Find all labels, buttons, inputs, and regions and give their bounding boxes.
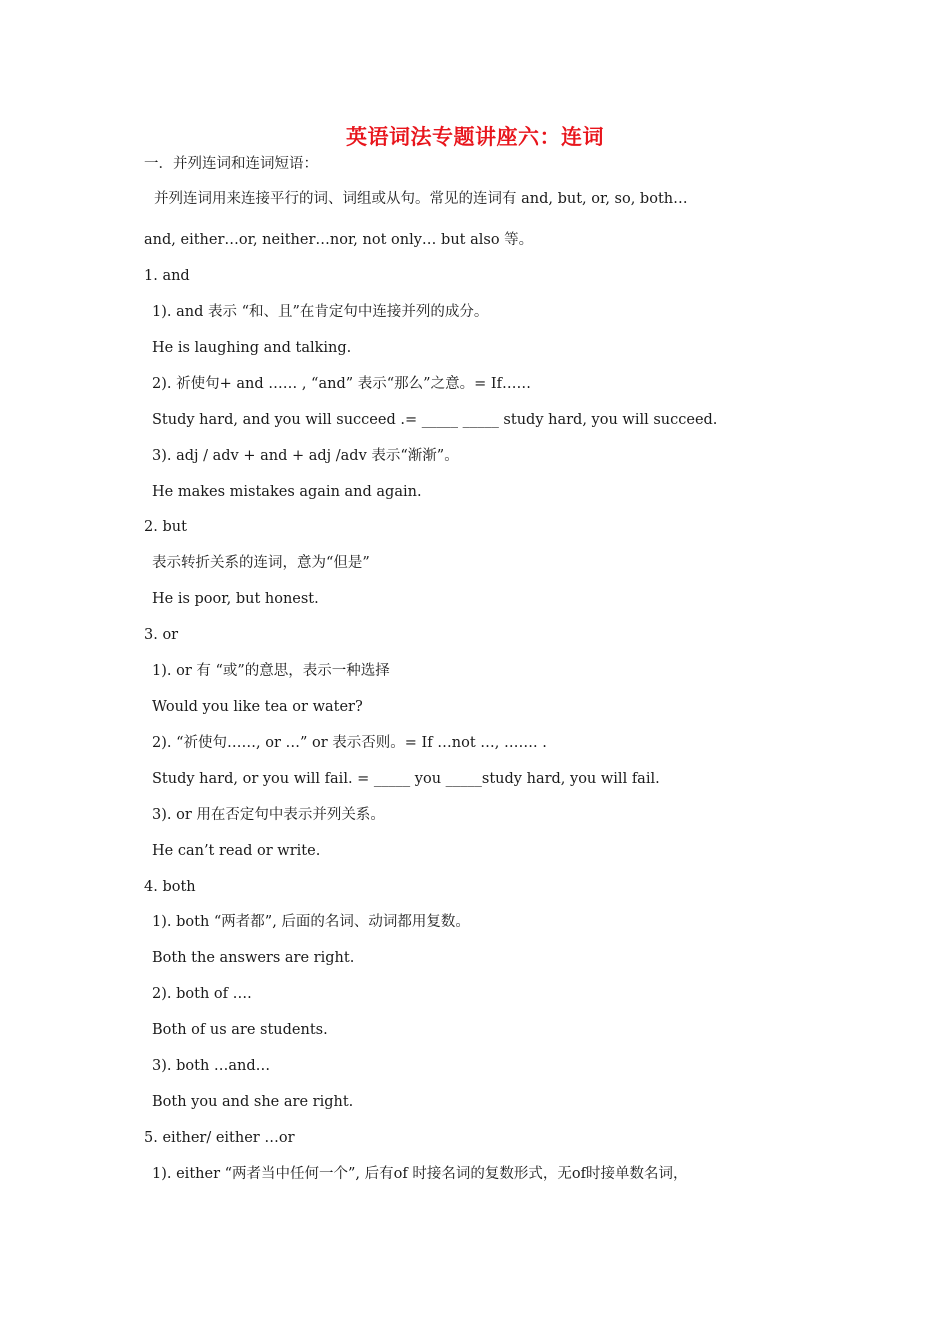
example-sentence: He makes mistakes again and again. bbox=[152, 484, 422, 500]
example-sentence: He is poor, but honest. bbox=[152, 591, 319, 607]
example-sentence: Both the answers are right. bbox=[152, 950, 355, 966]
rule-text: 3). adj / adv + and + adj /adv 表示“渐渐”。 bbox=[152, 448, 459, 464]
example-sentence: Study hard, or you will fail. = _____ you _____study hard, you will fail. bbox=[152, 771, 660, 787]
section-heading: 一．并列连词和连词短语： bbox=[144, 156, 318, 172]
rule-text: 2). “祈使句……, or …” or 表示否则。= If …not …, ……. . bbox=[152, 735, 547, 751]
example-sentence: He can’t read or write. bbox=[152, 843, 321, 859]
rule-text: 2). 祈使句+ and …… , “and” 表示“那么”之意。= If…… bbox=[152, 376, 531, 392]
rule-text: 3). both …and… bbox=[152, 1058, 271, 1074]
example-sentence: Both of us are students. bbox=[152, 1022, 328, 1038]
subsection-heading: 2. but bbox=[144, 519, 187, 535]
subsection-heading: 1. and bbox=[144, 268, 190, 284]
subsection-heading: 4. both bbox=[144, 879, 196, 895]
rule-text: 表示转折关系的连词，意为“但是” bbox=[152, 555, 370, 571]
rule-text: 1). both “两者都”, 后面的名词、动词都用复数。 bbox=[152, 914, 470, 930]
rule-text: 3). or 用在否定句中表示并列关系。 bbox=[152, 807, 385, 823]
rule-text: 1). and 表示 “和、且”在肯定句中连接并列的成分。 bbox=[152, 304, 489, 320]
rule-text: 1). either “两者当中任何一个”, 后有of 时接名词的复数形式，无of时接单数名词， bbox=[152, 1166, 688, 1182]
example-sentence: He is laughing and talking. bbox=[152, 340, 352, 356]
body-text: 并列连词用来连接平行的词、词组或从句。常见的连词有 and, but, or, so, both… bbox=[154, 191, 688, 207]
example-sentence: Both you and she are right. bbox=[152, 1094, 354, 1110]
page-title: 英语词法专题讲座六：连词 bbox=[346, 124, 604, 149]
rule-text: 1). or 有 “或”的意思，表示一种选择 bbox=[152, 663, 390, 679]
body-text: and, either…or, neither…nor, not only… but also 等。 bbox=[144, 232, 534, 248]
rule-text: 2). both of …. bbox=[152, 986, 252, 1002]
example-sentence: Would you like tea or water? bbox=[152, 699, 363, 715]
subsection-heading: 5. either/ either …or bbox=[144, 1130, 295, 1146]
subsection-heading: 3. or bbox=[144, 627, 179, 643]
example-sentence: Study hard, and you will succeed .= _____ _____ study hard, you will succeed. bbox=[152, 412, 718, 428]
